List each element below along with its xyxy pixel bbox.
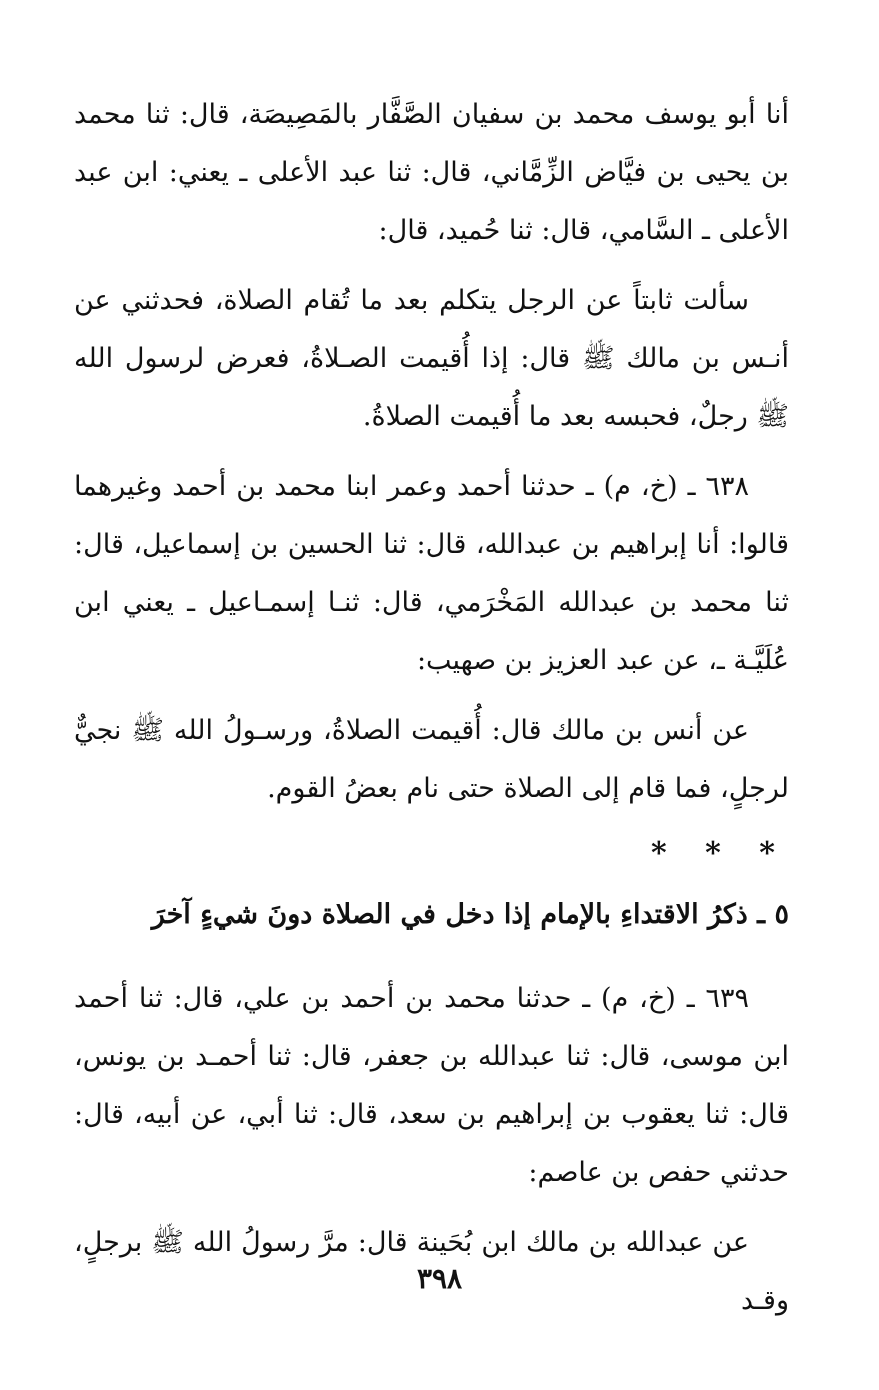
paragraph-2: سألت ثابتاً عن الرجل يتكلم بعد ما تُقام الصلاة، فحدثني عن أنـس بن مالك ﷺ قال: إذا أُقيمت الصـلاةُ، فعرض لرسول الله ﷺ رجلٌ، فحبسه بعد ما أُقيمت الصلاةُ. [74,285,789,432]
paragraph-6: عن عبدالله بن مالك ابن بُحَينة قال: مرَّ رسولُ الله ﷺ برجلٍ، وقـد [74,1227,789,1316]
hadith-638: ٦٣٨ ـ (خ، م) ـ حدثنا أحمد وعمر ابنا محمد بن أحمد وغيرهما قالوا: أنا إبراهيم بن عبدالله، قال: ثنا الحسين بن إسماعيل، قال: ثنا محمد بن عبدالله المَخْرَمي، قال: ثنـا إسمـاعيل ـ يعني ابن عُلَيَّـة ـ، عن عبد العزيز بن صهيب: [74,471,789,676]
hadith-639: ٦٣٩ ـ (خ، م) ـ حدثنا محمد بن أحمد بن علي، قال: ثنا أحمد ابن موسى، قال: ثنا عبدالله بن جعفر، قال: ثنا أحمـد بن يونس، قال: ثنا يعقوب بن إبراهيم بن سعد، قال: ثنا أبي، عن أبيه، قال: حدثني حفص بن عاصم: [74,983,789,1188]
paragraph-4: عن أنس بن مالك قال: أُقيمت الصلاةُ، ورسـولُ الله ﷺ نجيٌّ لرجلٍ، فما قام إلى الصلاة حتى نام بعضُ القوم. [74,715,789,804]
section-separator: * * * [651,836,789,871]
page-number: ٣٩٨ [416,1262,463,1295]
page-body [74,86,789,1342]
paragraph-1: أنا أبو يوسف محمد بن سفيان الصَّفَّار بالمَصِيصَة، قال: ثنا محمد بن يحيى بن فيَّاض الزِّمَّاني، قال: ثنا عبد الأعلى ـ يعني: ابن عبد الأعلى ـ السَّامي، قال: ثنا حُميد، قال: [74,99,789,246]
section-heading: ٥ ـ ذكرُ الاقتداءِ بالإمام إذا دخل في الصلاة دونَ شيءٍ آخرَ [151,899,789,930]
